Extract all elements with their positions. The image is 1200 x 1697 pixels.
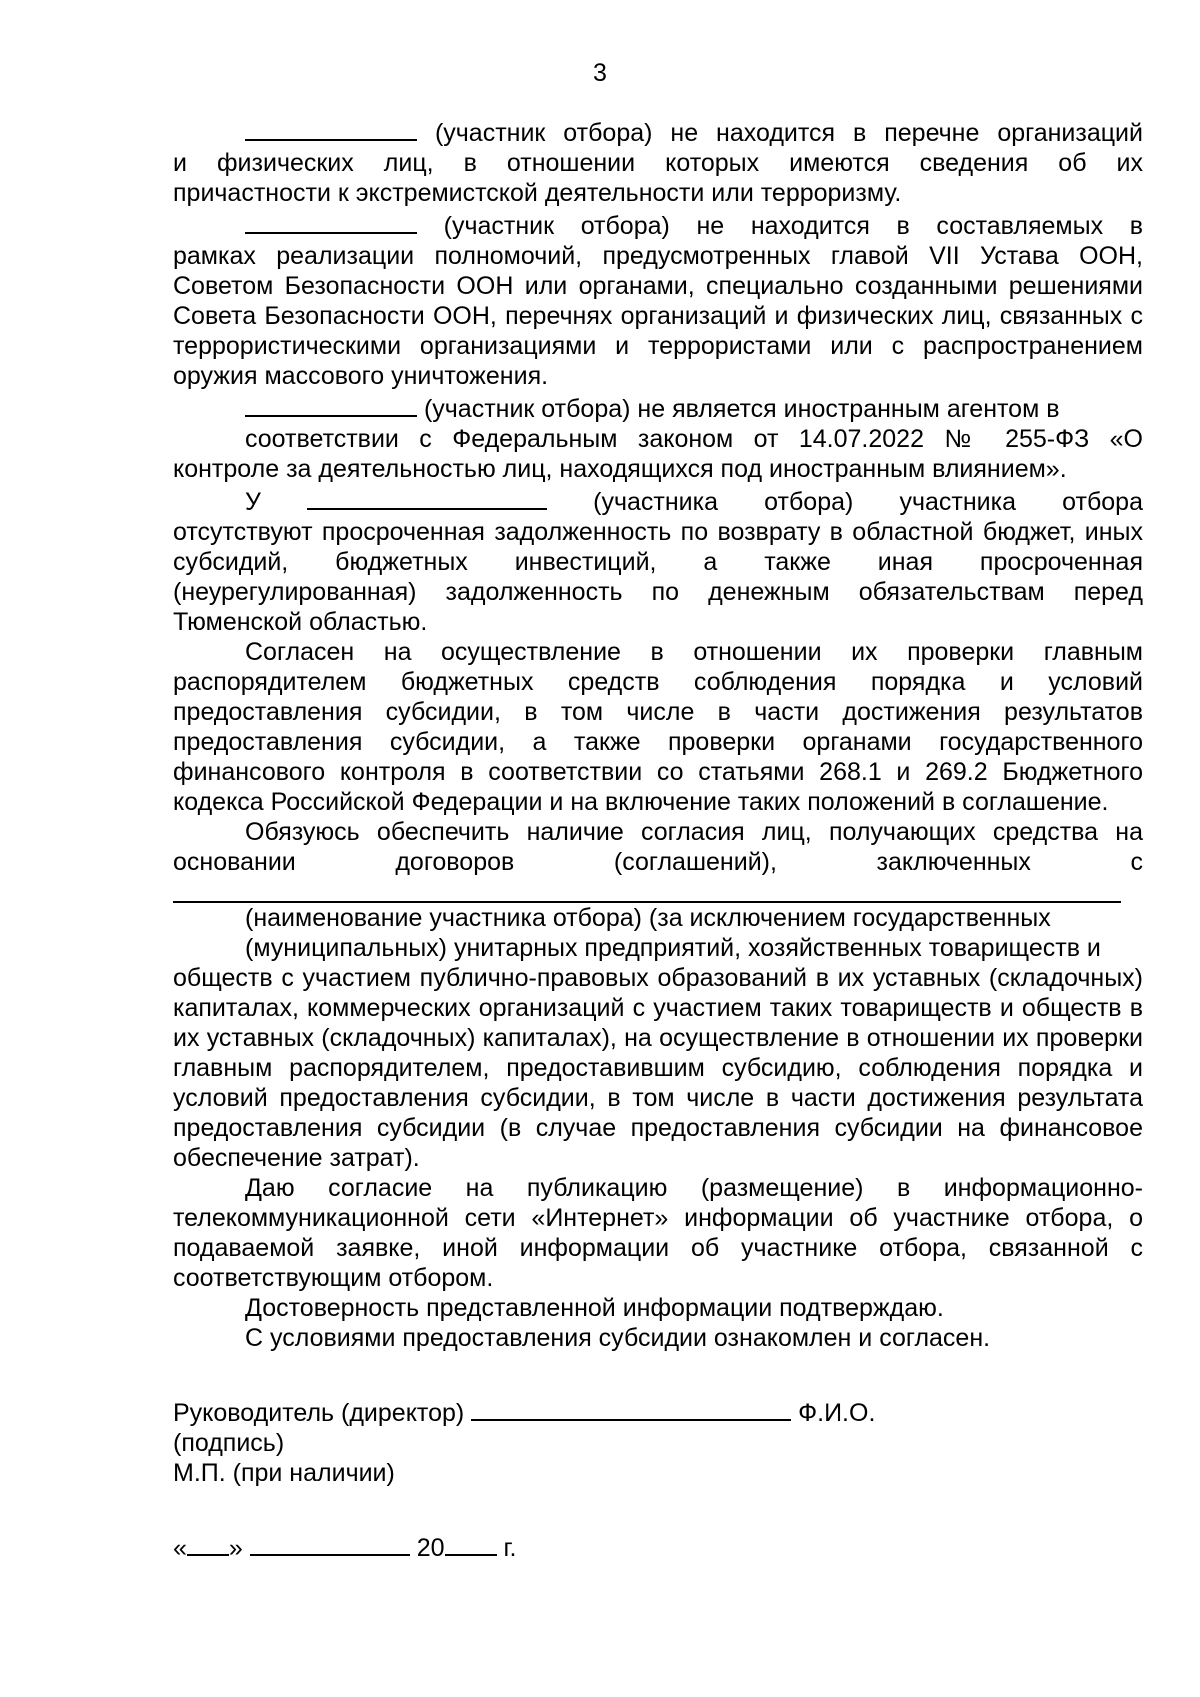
paragraph-debt-prefix: У	[245, 488, 261, 516]
paragraph-obligation-line2: основании договоров (соглашений), заключенных с	[173, 848, 1143, 876]
paragraph-debt-mid3: отбора	[1062, 488, 1143, 516]
paragraph-confirmation: Достоверность представленной информации подтверждаю.	[245, 1294, 944, 1322]
paragraph-obligation-line1: Обязуюсь обеспечить наличие согласия лиц, получающих средства на	[245, 818, 1143, 846]
date-close-quote: »	[228, 1534, 243, 1562]
blank-signature[interactable]	[471, 1395, 791, 1421]
paragraph-un-list-text1: (участник отбора) не находится в составляемых в	[443, 212, 1143, 240]
date-year-prefix: 20	[416, 1534, 445, 1562]
paragraph-publication-consent: Даю согласие на публикацию (размещение) в информационно-телекоммуникационной сети «Интернет» информации об участнике отбора, о подаваемой заявке, иной информации об участнике отбора, связанной с соответствующим отбором.	[173, 1174, 1143, 1292]
blank-participant-name[interactable]	[245, 208, 417, 234]
paragraph-extremism-line1	[173, 115, 1143, 148]
paragraph-foreign-agent-text1: (участник отбора) не является иностранным агентом в	[423, 395, 1060, 423]
blank-participant-name-line[interactable]	[173, 877, 1121, 903]
paragraph-un-list-rest: рамках реализации полномочий, предусмотренных главой VII Устава ООН, Советом Безопасности ООН или органами, специально созданными решениями Совета Безопасности ООН, перечнях организаций и физических лиц, связанных с террористическими организациями и террористами или с распространением оружия массового уничтожения.	[173, 242, 1143, 390]
blank-month[interactable]	[250, 1530, 410, 1556]
paragraph-foreign-agent-line1	[173, 391, 1143, 424]
paragraph-audit-consent: Согласен на осуществление в отношении их проверки главным распорядителем бюджетных средств соблюдения порядка и условий предоставления субсидии, в том числе в части достижения результатов предоставления субсидии, а также проверки органами государственного финансового контроля в соответствии со статьями 268.1 и 269.2 Бюджетного кодекса Российской Федерации и на включение таких положений в соглашение.	[173, 638, 1143, 816]
blank-day[interactable]	[187, 1530, 229, 1556]
date-line	[173, 1530, 1143, 1563]
paragraph-extremism-line3: причастности к экстремистской деятельности или терроризму.	[173, 179, 902, 207]
blank-participant-name[interactable]	[307, 484, 547, 510]
paragraph-obligation-rest: обществ с участием публично-правовых образований в их уставных (складочных) капиталах, коммерческих организаций с участием таких товариществ и обществ в их уставных (складочных) капиталах), на осуществление в отношении их проверки главным распорядителем, предоставившим субсидию, соблюдения порядка и условий предоставления субсидии, в том числе в части достижения результата предоставления субсидии (в случае предоставления субсидии на финансовое обеспечение затрат).	[173, 964, 1143, 1172]
date-year-suffix: г.	[503, 1534, 517, 1562]
paragraph-foreign-agent-line2: соответствии с Федеральным законом от 14.07.2022 № 255-ФЗ «О	[245, 425, 1143, 453]
signature-note: (подпись)	[173, 1429, 285, 1457]
signature-fio: Ф.И.О.	[798, 1399, 876, 1427]
signature-label: Руководитель (директор)	[173, 1399, 465, 1427]
stamp-note: М.П. (при наличии)	[173, 1459, 395, 1487]
paragraph-obligation-line4: (муниципальных) унитарных предприятий, хозяйственных товариществ и	[245, 934, 1101, 962]
blank-participant-name[interactable]	[245, 115, 417, 141]
paragraph-foreign-agent-line3: контроле за деятельностью лиц, находящихся под иностранным влиянием».	[173, 455, 1067, 483]
blank-year[interactable]	[445, 1530, 497, 1556]
page-number: 3	[593, 59, 607, 87]
paragraph-debt-rest: отсутствуют просроченная задолженность по возврату в областной бюджет, иных субсидий, бюджетных инвестиций, а также иная просроченная (неурегулированная) задолженность по денежным обязательствам перед Тюменской областью.	[173, 518, 1143, 636]
paragraph-extremism-text1: (участник отбора) не находится в перечне организаций	[434, 119, 1143, 147]
paragraph-conditions-agreement: С условиями предоставления субсидии ознакомлен и согласен.	[245, 1324, 991, 1352]
paragraph-debt-line1	[173, 484, 1143, 517]
paragraph-obligation-line3: (наименование участника отбора) (за исключением государственных	[245, 904, 1051, 932]
paragraph-debt-mid1: (участника отбора)	[593, 488, 854, 516]
blank-participant-name[interactable]	[245, 391, 417, 417]
paragraph-extremism-line2: и физических лиц, в отношении которых имеются сведения об их	[173, 149, 1143, 177]
date-open-quote: «	[173, 1534, 187, 1562]
document-body	[173, 115, 1143, 1563]
signature-block	[173, 1395, 1143, 1488]
paragraph-debt-mid2: участника	[899, 488, 1017, 516]
signature-line	[173, 1395, 1143, 1428]
paragraph-un-list-line1	[173, 208, 1143, 241]
